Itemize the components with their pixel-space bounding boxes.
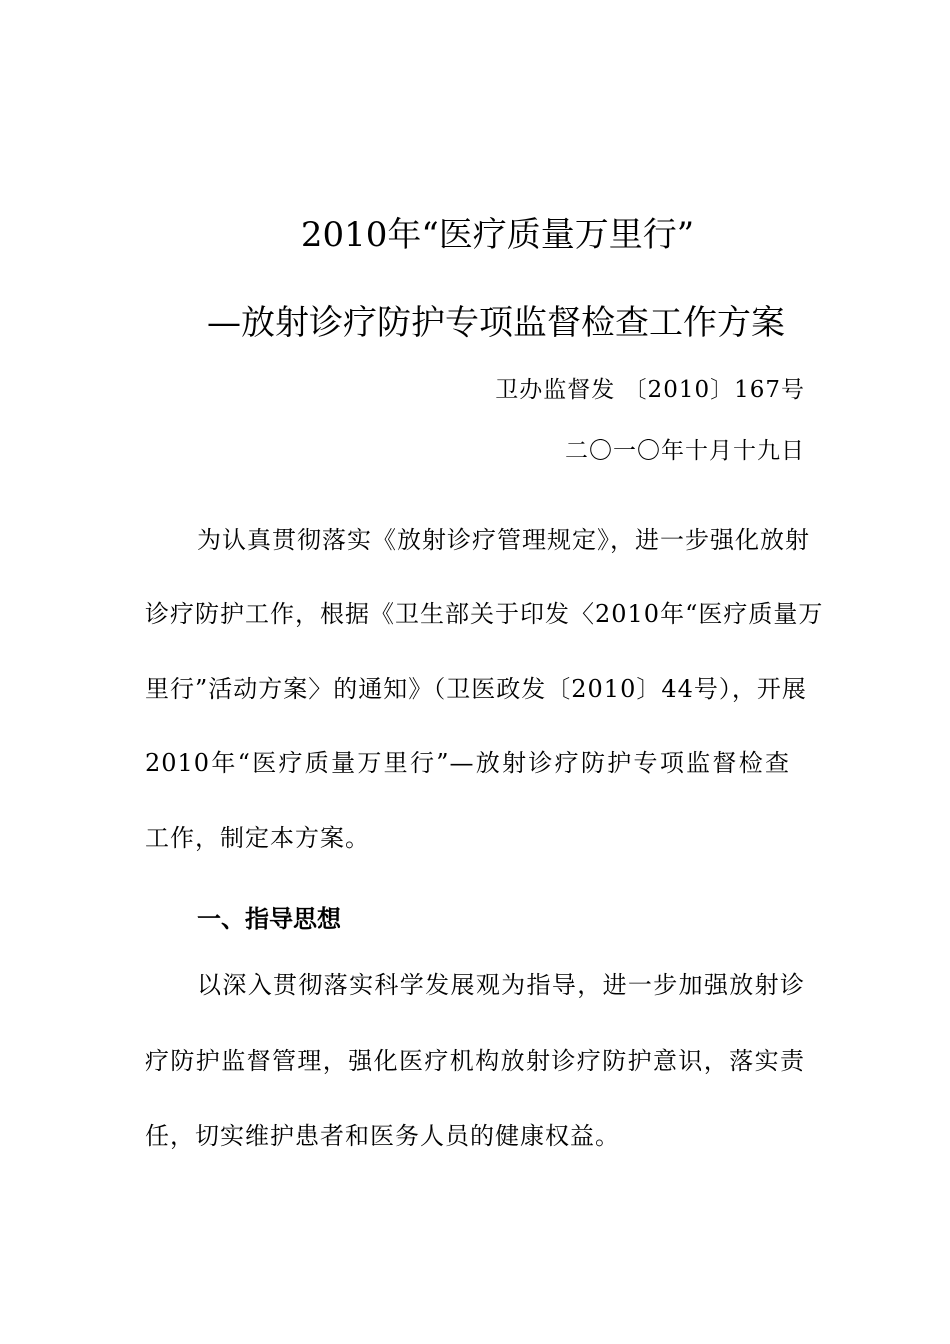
section1-line-1: 以深入贯彻落实科学发展观为指导，进一步加强放射诊 (197, 971, 805, 999)
intro-line-2: 诊疗防护工作，根据《卫生部关于印发〈2010年“医疗质量万 (145, 600, 824, 628)
document-number: 卫办监督发 〔2010〕167号 (495, 377, 805, 403)
document-date: 二〇一〇年十月十九日 (565, 438, 805, 464)
section1-line-3: 任，切实维护患者和医务人员的健康权益。 (145, 1122, 620, 1150)
section1-line-2: 疗防护监督管理，强化医疗机构放射诊疗防护意识，落实责 (145, 1047, 805, 1075)
intro-line-5: 工作，制定本方案。 (145, 824, 370, 852)
title-line-1: 2010年“医疗质量万里行” (300, 215, 695, 255)
title-line-2: —放射诊疗防护专项监督检查工作方案 (207, 303, 785, 343)
intro-line-3: 里行”活动方案〉的通知》（卫医政发〔2010〕44号），开展 (145, 675, 807, 703)
section-heading-guiding-ideology: 一、指导思想 (197, 905, 341, 933)
intro-line-1: 为认真贯彻落实《放射诊疗管理规定》，进一步强化放射 (197, 526, 810, 554)
intro-line-4: 2010年“医疗质量万里行”—放射诊疗防护专项监督检查 (145, 749, 790, 777)
